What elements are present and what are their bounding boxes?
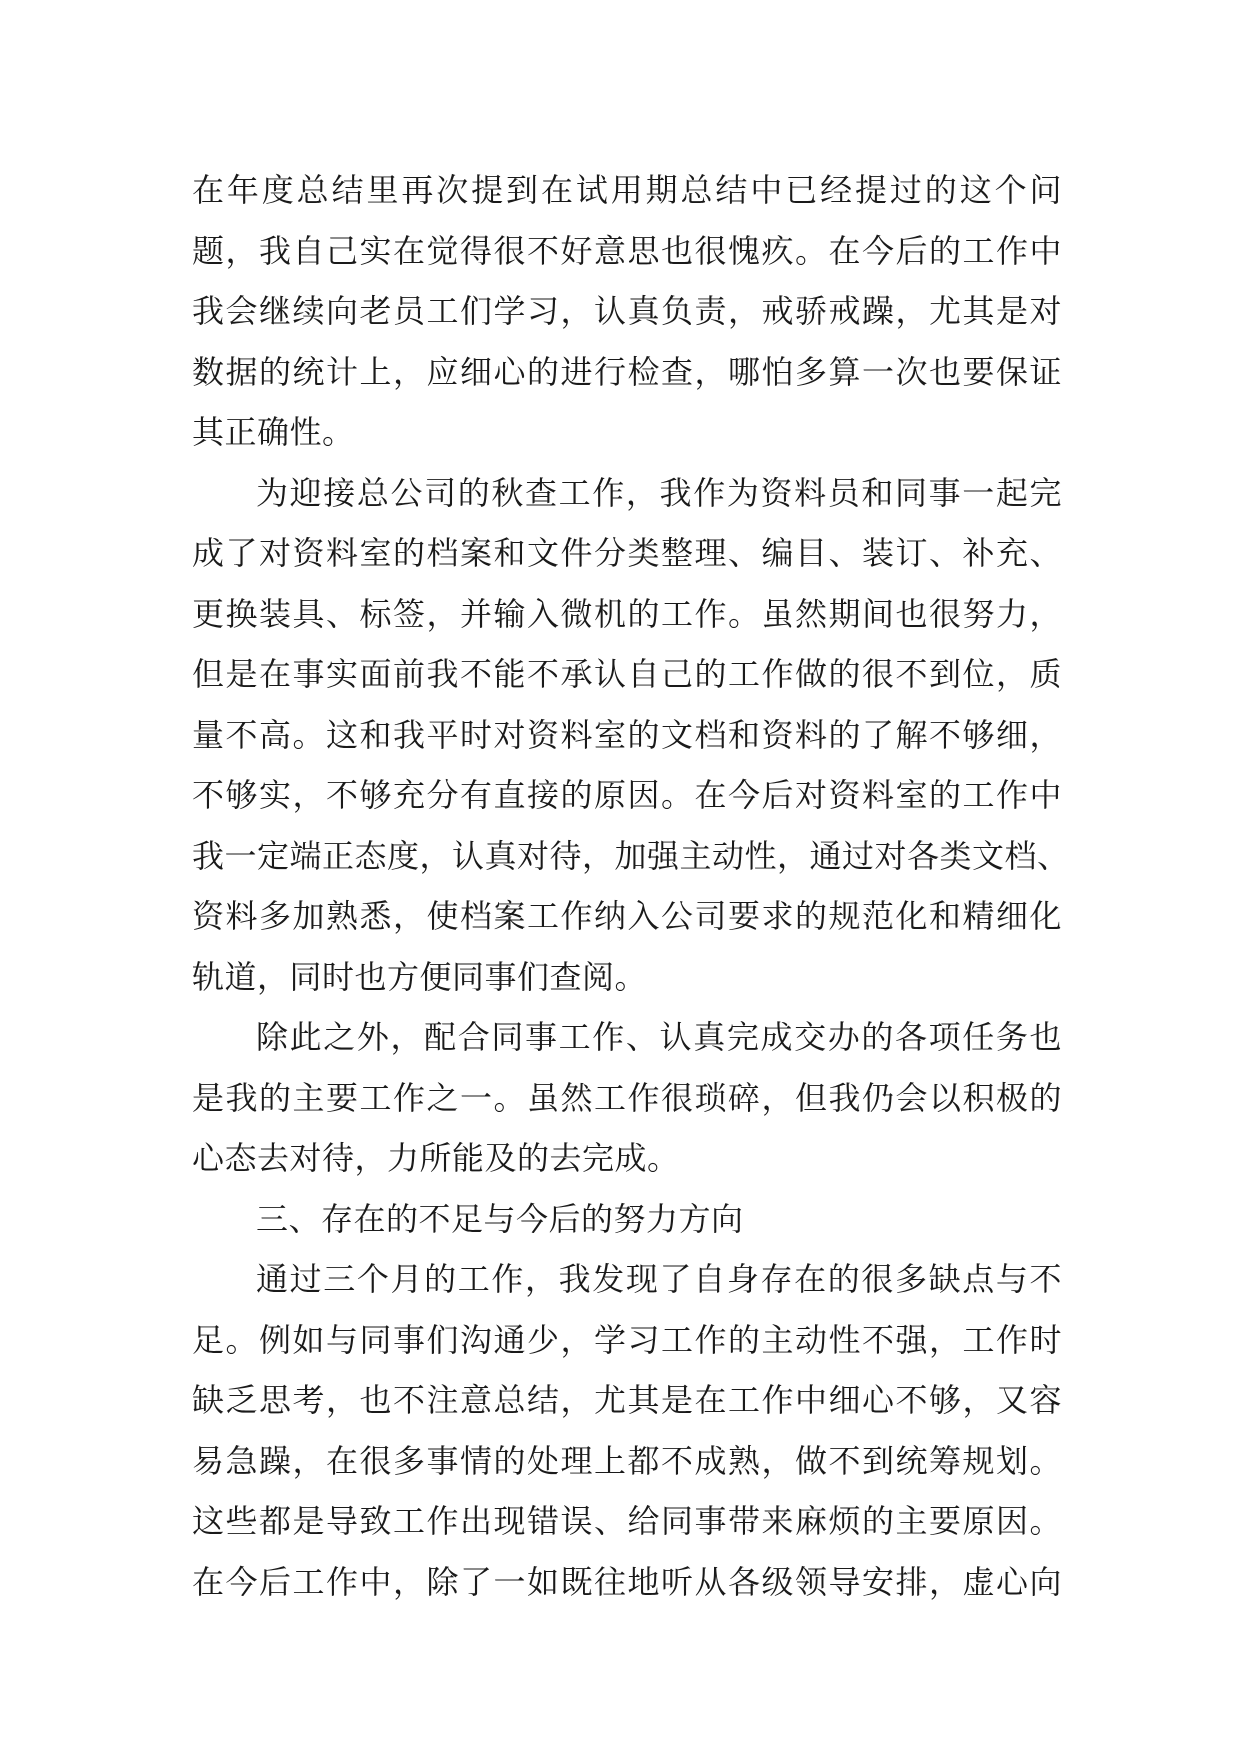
text-line: 但是在事实面前我不能不承认自己的工作做的很不到位，质	[192, 655, 1062, 693]
text-line: 我会继续向老员工们学习，认真负责，戒骄戒躁，尤其是对	[192, 292, 1062, 330]
section-heading: 三、存在的不足与今后的努力方向	[256, 1199, 744, 1238]
text-line: 我一定端正态度，认真对待，加强主动性，通过对各类文档、	[192, 836, 1070, 875]
text-line: 资料多加熟悉，使档案工作纳入公司要求的规范化和精细化	[192, 897, 1062, 935]
text-line: 轨道，同时也方便同事们查阅。	[192, 957, 648, 996]
text-line: 不够实，不够充分有直接的原因。在今后对资料室的工作中	[192, 776, 1062, 814]
text-line: 数据的统计上，应细心的进行检查，哪怕多算一次也要保证	[192, 352, 1062, 391]
text-line: 成了对资料室的档案和文件分类整理、编目、装订、补充、	[192, 534, 1062, 572]
paragraph-first-line: 为迎接总公司的秋查工作，我作为资料员和同事一起完	[256, 473, 1062, 512]
paragraph-first-line: 除此之外，配合同事工作、认真完成交办的各项任务也	[256, 1018, 1062, 1056]
text-line: 足。例如与同事们沟通少，学习工作的主动性不强，工作时	[192, 1320, 1062, 1359]
body-text	[192, 160, 1070, 1612]
text-line: 题，我自己实在觉得很不好意思也很愧疚。在今后的工作中	[192, 231, 1062, 270]
text-line: 易急躁，在很多事情的处理上都不成熟，做不到统筹规划。	[192, 1441, 1062, 1480]
text-line: 缺乏思考，也不注意总结，尤其是在工作中细心不够，又容	[192, 1381, 1062, 1419]
text-line: 量不高。这和我平时对资料室的文档和资料的了解不够细，	[192, 715, 1062, 754]
text-line: 在今后工作中，除了一如既往地听从各级领导安排，虚心向	[192, 1562, 1062, 1601]
text-line: 更换装具、标签，并输入微机的工作。虽然期间也很努力，	[192, 594, 1062, 633]
text-line: 这些都是导致工作出现错误、给同事带来麻烦的主要原因。	[192, 1502, 1062, 1540]
text-line: 在年度总结里再次提到在试用期总结中已经提过的这个问	[192, 171, 1062, 209]
text-line: 是我的主要工作之一。虽然工作很琐碎，但我仍会以积极的	[192, 1078, 1062, 1117]
text-line: 心态去对待，力所能及的去完成。	[192, 1139, 680, 1177]
text-line: 其正确性。	[192, 413, 355, 451]
paragraph-first-line: 通过三个月的工作，我发现了自身存在的很多缺点与不	[256, 1260, 1062, 1298]
